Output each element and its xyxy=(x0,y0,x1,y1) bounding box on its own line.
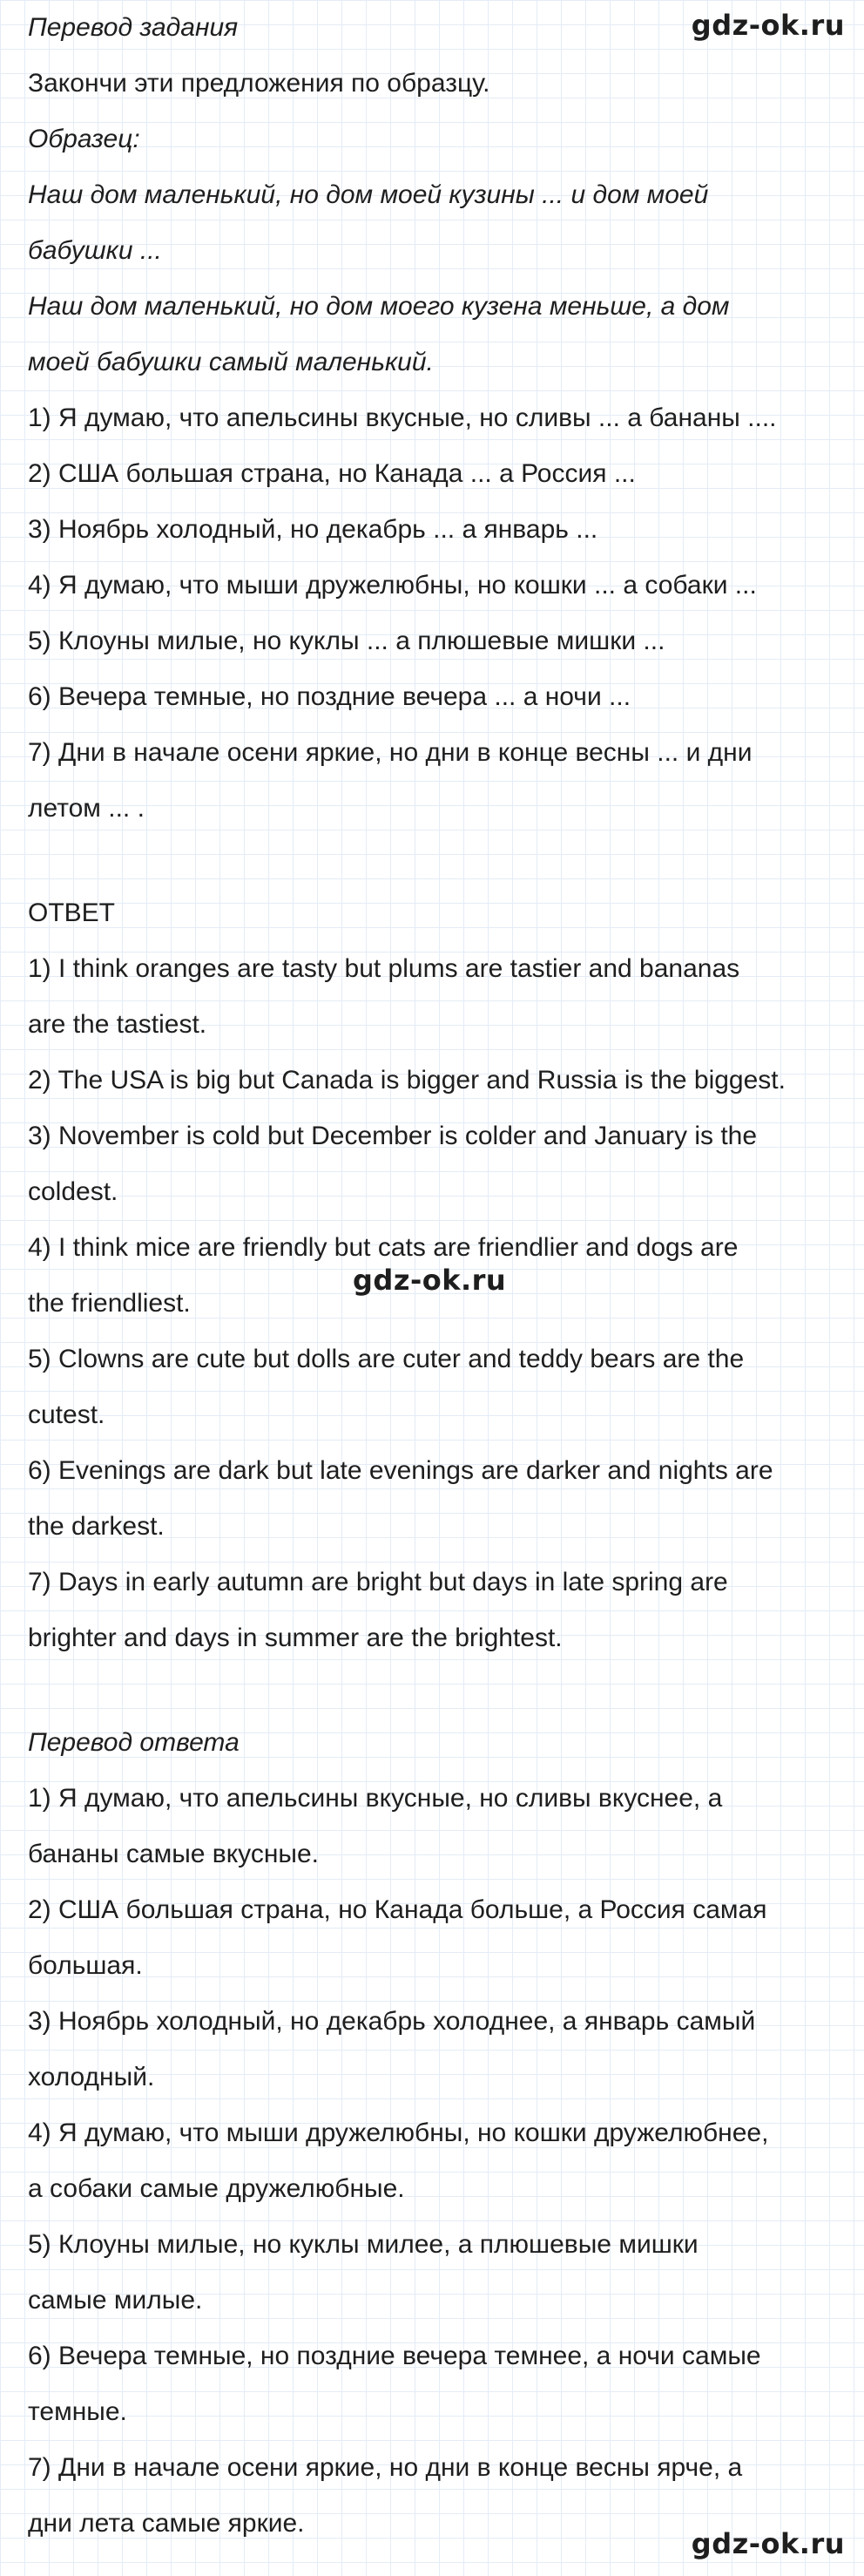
answer-item-line: 5) Clowns are cute but dolls are cuter and teddy bears are the xyxy=(28,1345,745,1373)
answer-item-line: are the tastiest. xyxy=(28,1010,207,1039)
translation-item-line: 6) Вечера темные, но поздние вечера темнее, а ночи самые xyxy=(28,2342,761,2370)
sample-line: бабушки ... xyxy=(28,236,162,265)
task-item-4 xyxy=(28,558,847,613)
task-item-3 xyxy=(28,502,847,558)
translation-item-line: 5) Клоуны милые, но куклы милее, а плюшевые мишки xyxy=(28,2230,699,2259)
translation-item-2 xyxy=(28,1882,847,1994)
answer-item-7 xyxy=(28,1555,847,1666)
task-item-1 xyxy=(28,390,847,446)
sample-line: Наш дом маленький, но дом моего кузена меньше, а дом xyxy=(28,292,730,321)
task-item-line: 6) Вечера темные, но поздние вечера ... а ночи ... xyxy=(28,682,631,711)
answer-item-4 xyxy=(28,1220,847,1332)
answer-item-line: the darkest. xyxy=(28,1512,165,1541)
answer-item-line: cutest. xyxy=(28,1400,105,1429)
answer-item-3 xyxy=(28,1108,847,1220)
answer-item-6 xyxy=(28,1443,847,1555)
document-body xyxy=(28,0,847,2552)
translation-section xyxy=(28,1715,847,2552)
translation-item-line: а собаки самые дружелюбные. xyxy=(28,2174,405,2203)
translation-item-line: 2) США большая страна, но Канада больше, а Россия самая xyxy=(28,1895,767,1924)
sample-line: Наш дом маленький, но дом моей кузины ... и дом моей xyxy=(28,180,709,209)
translation-item-3 xyxy=(28,1994,847,2105)
answer-item-line: 7) Days in early autumn are bright but days in late spring are xyxy=(28,1568,728,1596)
task-item-6 xyxy=(28,669,847,725)
task-heading: Перевод задания xyxy=(28,13,239,42)
answer-item-line: 1) I think oranges are tasty but plums are tastier and bananas xyxy=(28,954,740,983)
translation-item-7 xyxy=(28,2440,847,2552)
task-instruction: Закончи эти предложения по образцу. xyxy=(28,69,490,98)
task-item-line: 5) Клоуны милые, но куклы ... а плюшевые мишки ... xyxy=(28,627,665,655)
task-item-line: 7) Дни в начале осени яркие, но дни в конце весны ... и дни xyxy=(28,738,753,767)
sample-label: Образец: xyxy=(28,125,140,153)
answer-item-line: 4) I think mice are friendly but cats are friendlier and dogs are xyxy=(28,1233,739,1262)
translation-item-line: дни лета самые яркие. xyxy=(28,2509,305,2538)
answer-item-1 xyxy=(28,941,847,1053)
translation-item-line: 4) Я думаю, что мыши дружелюбны, но кошки дружелюбнее, xyxy=(28,2118,769,2147)
answer-item-line: brighter and days in summer are the brightest. xyxy=(28,1624,563,1652)
translation-item-line: 3) Ноябрь холодный, но декабрь холоднее, а январь самый xyxy=(28,2007,756,2036)
task-section xyxy=(28,0,847,837)
watermark-top: gdz-ok.ru xyxy=(691,9,845,42)
answer-item-line: coldest. xyxy=(28,1177,118,1206)
watermark-bottom: gdz-ok.ru xyxy=(691,2527,845,2560)
task-item-2 xyxy=(28,446,847,502)
task-item-line: 1) Я думаю, что апельсины вкусные, но сливы ... а бананы .... xyxy=(28,403,777,432)
answer-item-line: 2) The USA is big but Canada is bigger and Russia is the biggest. xyxy=(28,1066,786,1095)
task-item-line: летом ... . xyxy=(28,794,145,823)
translation-item-line: холодный. xyxy=(28,2063,155,2091)
translation-item-1 xyxy=(28,1771,847,1882)
answer-item-5 xyxy=(28,1332,847,1443)
translation-item-6 xyxy=(28,2329,847,2440)
translation-item-line: темные. xyxy=(28,2397,127,2426)
answer-item-line: 3) November is cold but December is colder and January is the xyxy=(28,1122,758,1150)
answer-item-2 xyxy=(28,1053,847,1108)
sample-line: моей бабушки самый маленький. xyxy=(28,348,434,376)
translation-item-line: 1) Я думаю, что апельсины вкусные, но сливы вкуснее, а xyxy=(28,1784,723,1813)
task-item-line: 3) Ноябрь холодный, но декабрь ... а январь ... xyxy=(28,515,598,544)
task-item-5 xyxy=(28,613,847,669)
translation-item-5 xyxy=(28,2217,847,2329)
task-item-line: 2) США большая страна, но Канада ... а Россия ... xyxy=(28,459,636,488)
translation-item-line: самые милые. xyxy=(28,2286,203,2315)
translation-item-4 xyxy=(28,2105,847,2217)
section-spacer xyxy=(28,837,847,885)
answer-section xyxy=(28,885,847,1666)
task-item-line: 4) Я думаю, что мыши дружелюбны, но кошки ... а собаки ... xyxy=(28,571,757,600)
translation-item-line: 7) Дни в начале осени яркие, но дни в конце весны ярче, а xyxy=(28,2453,743,2482)
translation-heading: Перевод ответа xyxy=(28,1728,240,1757)
watermark-middle: gdz-ok.ru xyxy=(353,1264,507,1297)
task-item-7 xyxy=(28,725,847,837)
answer-item-line: 6) Evenings are dark but late evenings are darker and nights are xyxy=(28,1456,773,1485)
translation-item-line: бананы самые вкусные. xyxy=(28,1840,319,1868)
answer-item-line: the friendliest. xyxy=(28,1289,191,1318)
translation-item-line: большая. xyxy=(28,1951,143,1980)
section-spacer xyxy=(28,1666,847,1715)
answer-heading: ОТВЕТ xyxy=(28,898,116,927)
